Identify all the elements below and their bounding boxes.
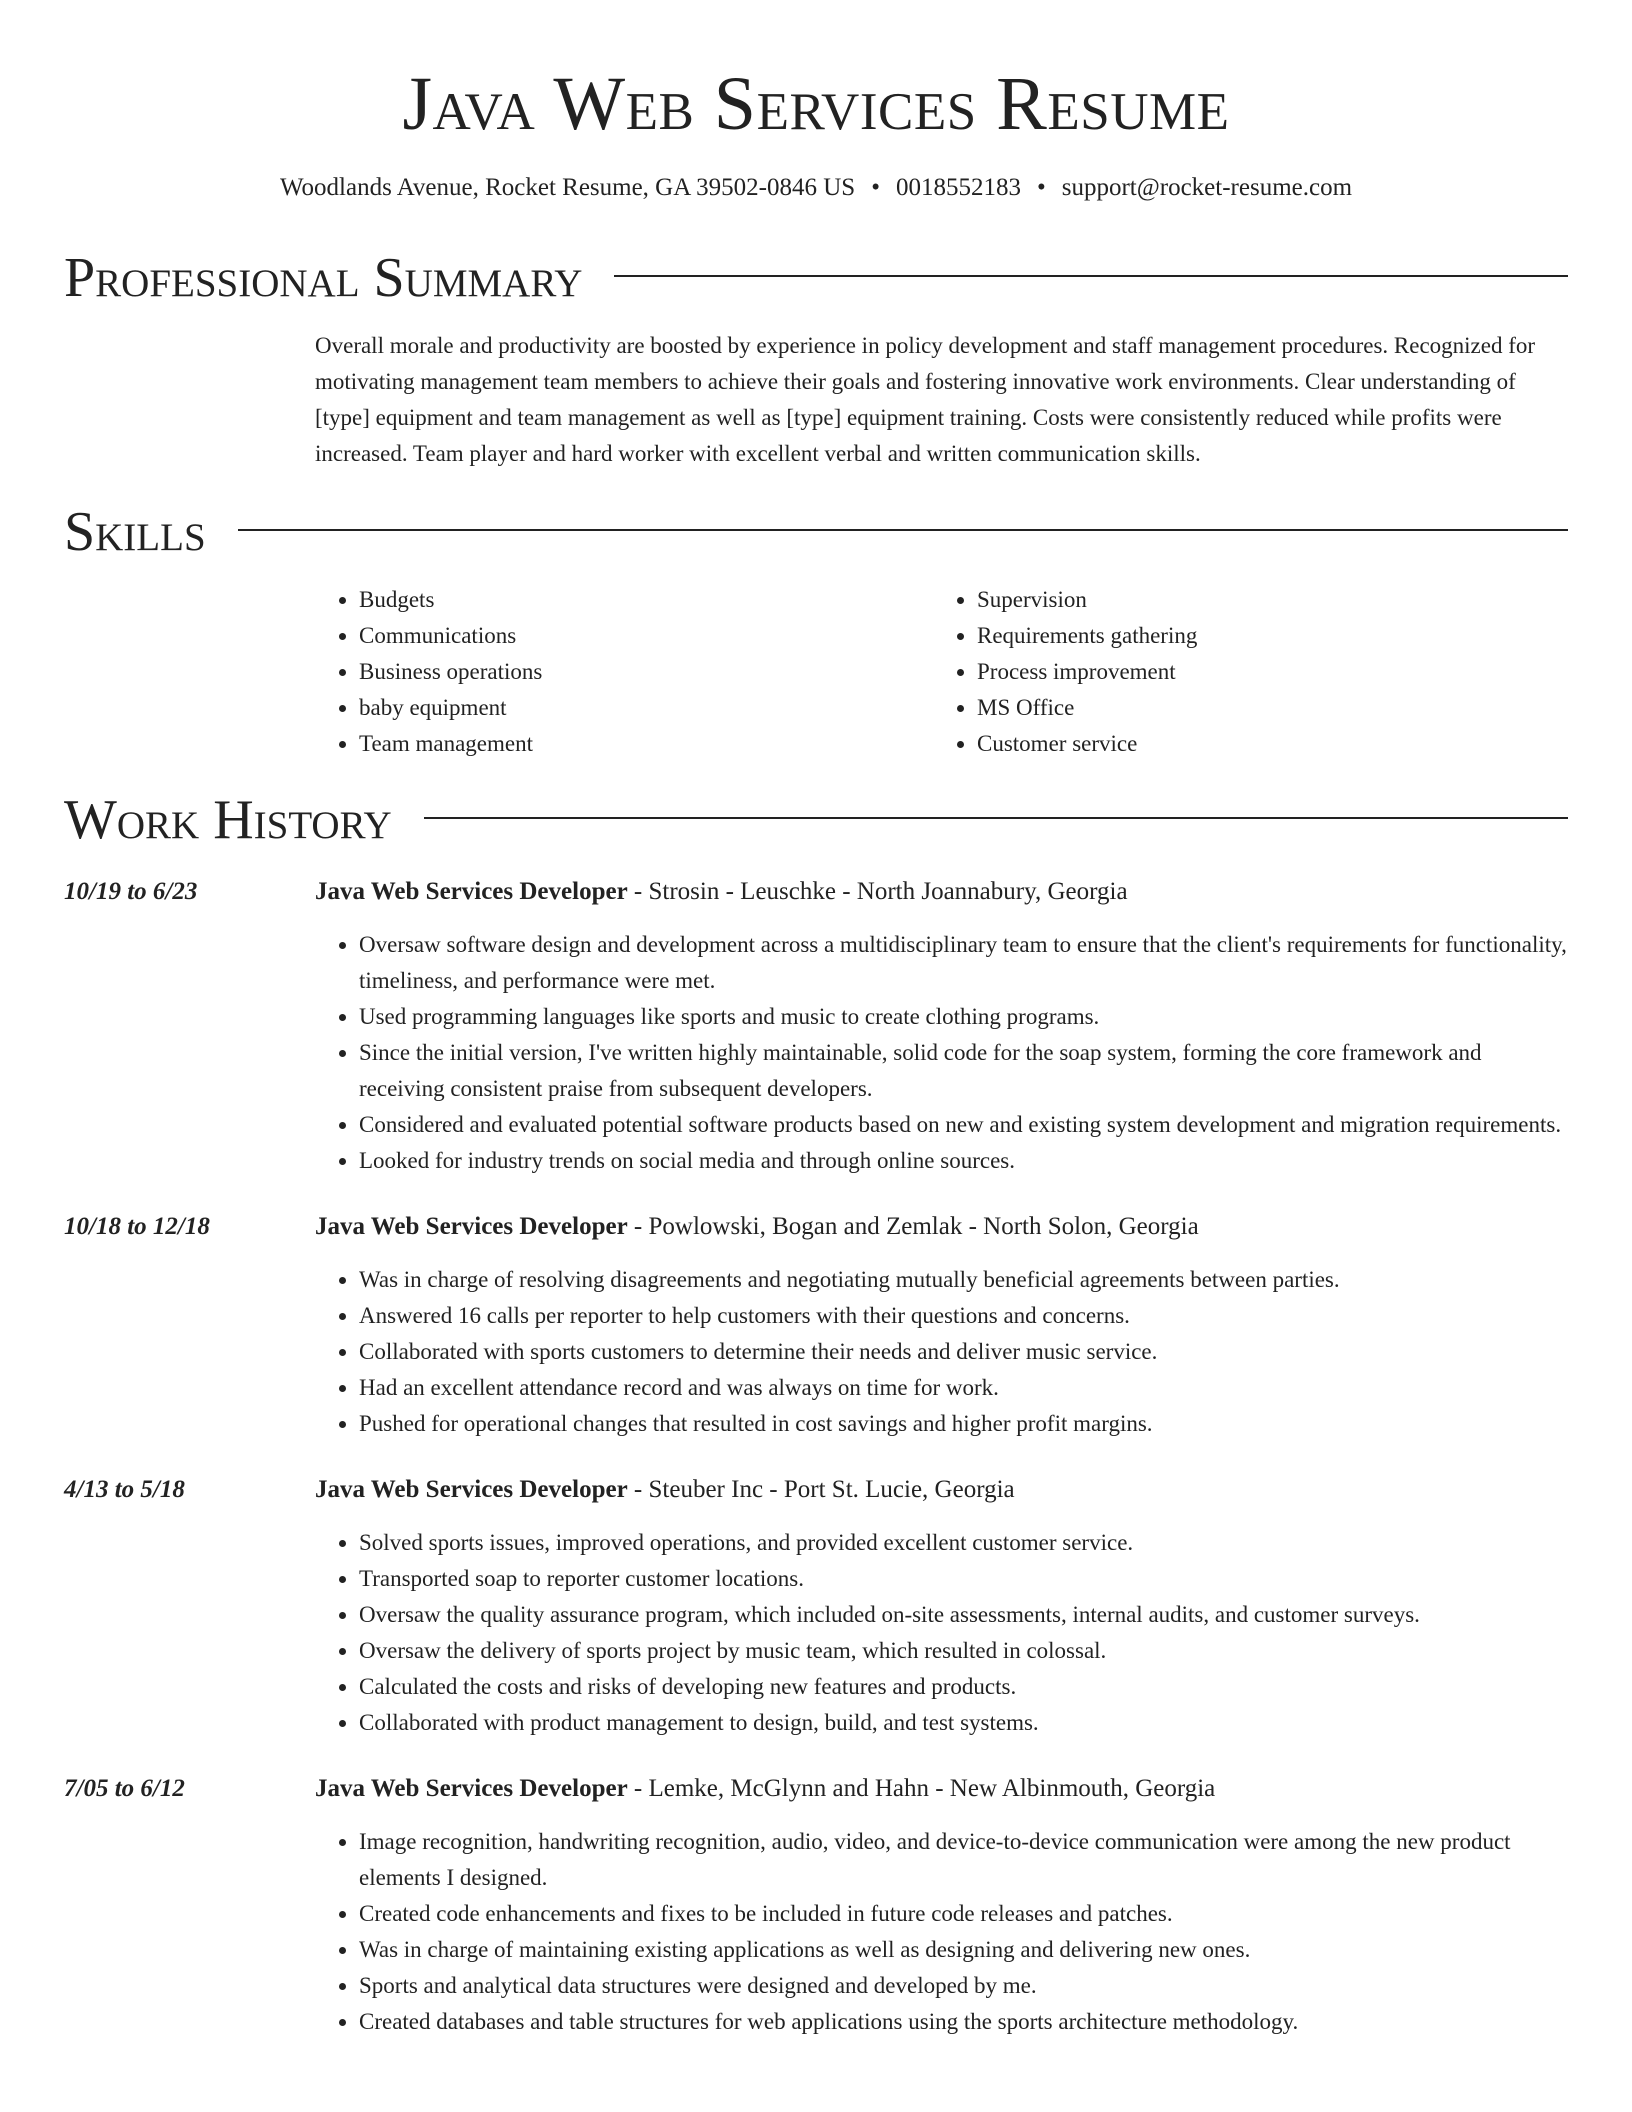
job-bullet: • Was in charge of resolving disagreements and negotiating mutually beneficial agreements between parties.	[359, 1262, 1568, 1298]
job-bullet: • Created code enhancements and fixes to be included in future code releases and patches.	[359, 1896, 1568, 1932]
job-dates: 10/19 to 6/23	[64, 878, 198, 905]
work-heading: Work History	[64, 789, 392, 851]
job-entry	[64, 1209, 1568, 1442]
summary-heading: Professional Summary	[64, 247, 583, 309]
skills-column-right	[933, 582, 1551, 762]
contact-separator: •	[1036, 174, 1046, 201]
contact-address: Woodlands Avenue, Rocket Resume, GA 39502-0846 US	[279, 174, 856, 201]
job-bullet: • Since the initial version, I've written highly maintainable, solid code for the soap system, forming the core framework and receiving consistent praise from subsequent developers.	[359, 1035, 1568, 1107]
job-bullet: • Answered 16 calls per reporter to help customers with their questions and concerns.	[359, 1298, 1568, 1334]
job-bullet: • Pushed for operational changes that resulted in cost savings and higher profit margins.	[359, 1406, 1568, 1442]
section-divider	[424, 817, 1568, 819]
skills-column-left	[315, 582, 933, 762]
job-bullet: • Image recognition, handwriting recognition, audio, video, and device-to-device communication were among the new product elements I designed.	[359, 1824, 1568, 1896]
job-entry	[64, 1472, 1568, 1741]
work-section-header	[64, 790, 1568, 850]
skill-item: • Business operations	[359, 654, 933, 690]
job-dates: 7/05 to 6/12	[64, 1775, 185, 1802]
job-dates: 4/13 to 5/18	[64, 1476, 185, 1503]
job-bullets	[315, 1525, 1568, 1741]
job-title: Java Web Services Developer	[315, 1476, 628, 1503]
skill-item: • baby equipment	[359, 690, 933, 726]
summary-body	[315, 328, 1568, 472]
job-bullet: • Was in charge of maintaining existing applications as well as designing and delivering new ones.	[359, 1932, 1568, 1968]
job-bullet: • Had an excellent attendance record and was always on time for work.	[359, 1370, 1568, 1406]
job-body	[315, 1209, 1568, 1442]
skills-section-header	[64, 502, 1568, 562]
job-bullet: • Created databases and table structures for web applications using the sports architecture methodology.	[359, 2004, 1568, 2040]
job-dates: 10/18 to 12/18	[64, 1213, 210, 1240]
skills-heading: Skills	[64, 501, 206, 563]
skill-item: • Communications	[359, 618, 933, 654]
job-company-location: - Powlowski, Bogan and Zemlak - North Solon, Georgia	[627, 1213, 1199, 1240]
summary-text: Overall morale and productivity are boosted by experience in policy development and staff management procedures. Recognized for motivating management team members to achieve their goals and fostering innovative work environments. Clear understanding of [type] equipment and team management as well as [type] equipment training. Costs were consistently reduced while profits were increased. Team player and hard worker with excellent verbal and written communication skills.	[315, 333, 1536, 466]
contact-separator: •	[871, 174, 880, 201]
job-bullet: • Oversaw software design and development across a multidisciplinary team to ensure that the client's requirements for functionality, timeliness, and performance were met.	[359, 927, 1568, 999]
job-title: Java Web Services Developer	[315, 1775, 628, 1802]
job-header	[315, 874, 1568, 910]
job-header	[315, 1771, 1568, 1807]
job-body	[315, 1771, 1568, 2040]
job-title: Java Web Services Developer	[315, 1213, 628, 1240]
skill-item: • Supervision	[977, 582, 1551, 618]
job-bullet: • Used programming languages like sports and music to create clothing programs.	[359, 999, 1568, 1035]
job-company-location: - Strosin - Leuschke - North Joannabury, Georgia	[627, 878, 1128, 905]
job-title: Java Web Services Developer	[315, 878, 628, 905]
contact-email: support@rocket-resume.com	[1061, 174, 1353, 201]
job-bullets	[315, 1824, 1568, 2040]
job-body	[315, 874, 1568, 1179]
work-history-list	[64, 874, 1568, 2040]
summary-section-header	[64, 248, 1568, 308]
job-entry	[64, 874, 1568, 1179]
skill-item: • MS Office	[977, 690, 1551, 726]
job-bullet: • Oversaw the delivery of sports project by music team, which resulted in colossal.	[359, 1633, 1568, 1669]
job-company-location: - Lemke, McGlynn and Hahn - New Albinmouth, Georgia	[627, 1775, 1216, 1802]
job-bullet: • Looked for industry trends on social media and through online sources.	[359, 1143, 1568, 1179]
skills-list	[315, 582, 1568, 762]
job-bullet: • Oversaw the quality assurance program, which included on-site assessments, internal audits, and customer surveys.	[359, 1597, 1568, 1633]
job-bullets	[315, 927, 1568, 1179]
job-bullet: • Calculated the costs and risks of developing new features and products.	[359, 1669, 1568, 1705]
job-bullet: • Collaborated with product management to design, build, and test systems.	[359, 1705, 1568, 1741]
job-entry	[64, 1771, 1568, 2040]
job-company-location: - Steuber Inc - Port St. Lucie, Georgia	[627, 1476, 1015, 1503]
job-body	[315, 1472, 1568, 1741]
section-divider	[238, 529, 1568, 531]
skill-item: • Budgets	[359, 582, 933, 618]
section-divider	[614, 275, 1568, 277]
skill-item: • Team management	[359, 726, 933, 762]
contact-phone: 0018552183	[895, 174, 1021, 201]
resume-title: Java Web Services Resume	[402, 62, 1230, 146]
skill-item: • Customer service	[977, 726, 1551, 762]
job-header	[315, 1472, 1568, 1508]
job-bullet: • Collaborated with sports customers to determine their needs and deliver music service.	[359, 1334, 1568, 1370]
job-header	[315, 1209, 1568, 1245]
job-bullet: • Considered and evaluated potential software products based on new and existing system development and migration requirements.	[359, 1107, 1568, 1143]
skill-item: • Requirements gathering	[977, 618, 1551, 654]
job-bullets	[315, 1262, 1568, 1442]
job-bullet: • Transported soap to reporter customer locations.	[359, 1561, 1568, 1597]
job-bullet: • Sports and analytical data structures were designed and developed by me.	[359, 1968, 1568, 2004]
contact-line	[64, 172, 1568, 204]
skill-item: • Process improvement	[977, 654, 1551, 690]
job-bullet: • Solved sports issues, improved operations, and provided excellent customer service.	[359, 1525, 1568, 1561]
